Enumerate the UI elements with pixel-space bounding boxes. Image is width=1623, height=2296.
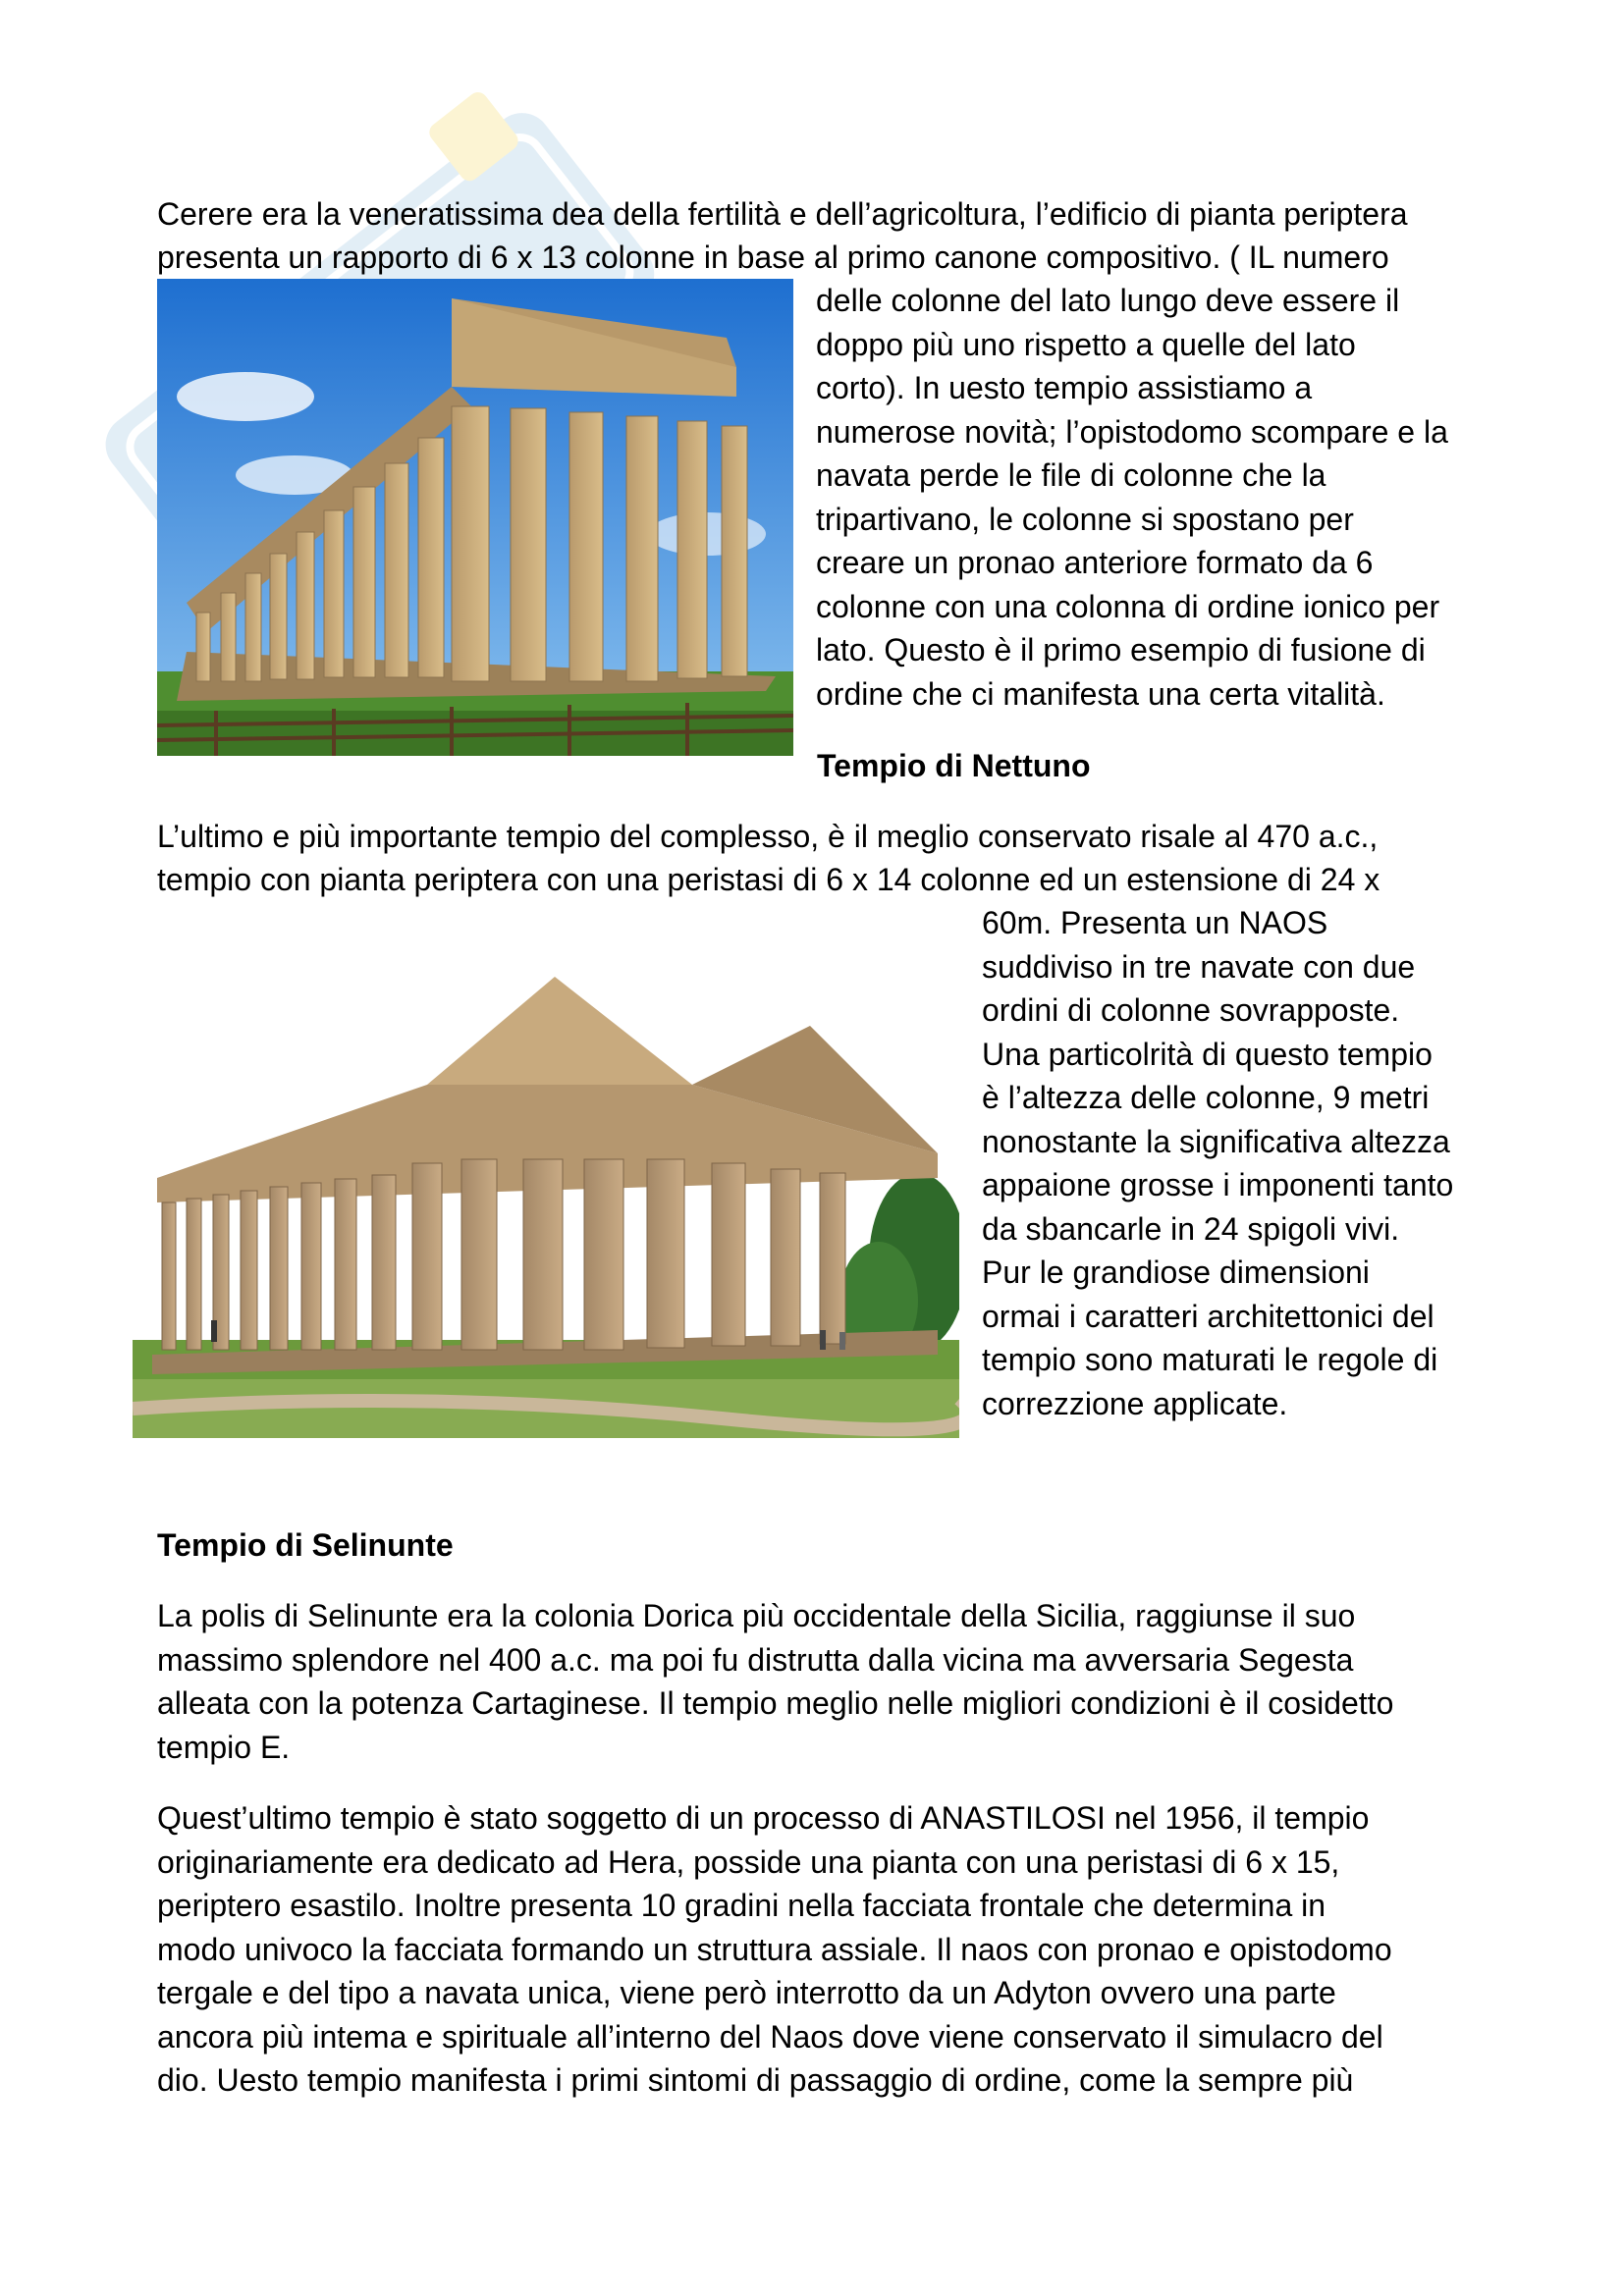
- nettuno-side-line: Pur le grandiose dimensioni: [982, 1255, 1370, 1290]
- selinunte-p1-line: tempio E.: [157, 1729, 291, 1765]
- intro-side-text: [816, 279, 1448, 716]
- nettuno-side-line: ordini di colonne sovrapposte.: [982, 992, 1400, 1028]
- selinunte-p2-line: tergale e del tipo a navata unica, viene però interrotto da un Adyton ovvero una parte: [157, 1975, 1336, 2010]
- intro-line-2: presenta un rapporto di 6 x 13 colonne in base al primo canone compositivo. ( IL numero: [157, 240, 1389, 275]
- selinunte-p2-line: periptero esastilo. Inoltre presenta 10 gradini nella facciata frontale che determina in: [157, 1888, 1326, 1923]
- intro-side-line: ordine che ci manifesta una certa vitalità.: [816, 675, 1385, 712]
- intro-side-line: creare un pronao anteriore formato da 6: [816, 545, 1374, 580]
- selinunte-p1-line: La polis di Selinunte era la colonia Dorica più occidentale della Sicilia, raggiunse il suo: [157, 1598, 1356, 1633]
- nettuno-side-line: è l’altezza delle colonne, 9 metri: [982, 1080, 1430, 1115]
- nettuno-side-line: nonostante la significativa altezza: [982, 1123, 1450, 1159]
- selinunte-p2-line: modo univoco la facciata formando un struttura assiale. Il naos con pronao e opistodomo: [157, 1931, 1392, 1967]
- intro-side-line: colonne con una colonna di ordine ionico per: [816, 588, 1440, 624]
- nettuno-side-line: appaione grosse i imponenti tanto: [982, 1167, 1454, 1202]
- tempio-di-nettuno-photo: [133, 967, 959, 1438]
- intro-side-line: corto). In uesto tempio assistiamo a: [816, 370, 1313, 405]
- selinunte-p1-line: alleata con la potenza Cartaginese. Il tempio meglio nelle migliori condizioni è il cosidetto: [157, 1685, 1394, 1721]
- intro-side-line: tripartivano, le colonne si spostano per: [816, 501, 1354, 537]
- heading-tempio-di-nettuno: Tempio di Nettuno: [817, 748, 1091, 783]
- nettuno-side-line: tempio sono maturati le regole di: [982, 1342, 1438, 1377]
- selinunte-p2-line: Quest’ultimo tempio è stato soggetto di un processo di ANASTILOSI nel 1956, il tempio: [157, 1800, 1370, 1836]
- selinunte-p2-line: ancora più intema e spirituale all’interno del Naos dove viene conservato il simulacro del: [157, 2018, 1383, 2055]
- intro-side-line: lato. Questo è il primo esempio di fusione di: [816, 632, 1426, 667]
- intro-side-line: numerose novità; l’opistodomo scompare e la: [816, 413, 1448, 450]
- intro-side-line: delle colonne del lato lungo deve essere il: [816, 283, 1400, 318]
- selinunte-p2-line: originariamente era dedicato ad Hera, posside una pianta con una peristasi di 6 x 15,: [157, 1843, 1340, 1880]
- intro-side-line: navata perde le file di colonne che la: [816, 457, 1326, 493]
- nettuno-side-line: correzzione applicate.: [982, 1385, 1288, 1421]
- nettuno-line-2: tempio con pianta periptera con una peristasi di 6 x 14 colonne ed un estensione di 24 x: [157, 862, 1380, 897]
- intro-side-line: doppo più uno rispetto a quelle del lato: [816, 326, 1356, 362]
- tempio-di-cerere-photo: [157, 279, 793, 756]
- selinunte-p1-line: massimo splendore nel 400 a.c. ma poi fu distrutta dalla vicina ma avversaria Segesta: [157, 1641, 1354, 1678]
- selinunte-paragraph-2: [157, 1796, 1392, 2103]
- nettuno-side-line: 60m. Presenta un NAOS: [982, 905, 1328, 940]
- heading-tempio-di-selinunte: Tempio di Selinunte: [157, 1527, 454, 1563]
- selinunte-p2-line: dio. Uesto tempio manifesta i primi sintomi di passaggio di ordine, come la sempre più: [157, 2062, 1354, 2098]
- intro-line-1: Cerere era la veneratissima dea della fertilità e dell’agricoltura, l’edificio di pianta periptera: [157, 196, 1408, 232]
- nettuno-side-text: [982, 901, 1453, 1425]
- nettuno-side-line: Una particolrità di questo tempio: [982, 1036, 1433, 1072]
- nettuno-side-line: da sbancarle in 24 spigoli vivi.: [982, 1210, 1400, 1247]
- nettuno-side-line: suddiviso in tre navate con due: [982, 948, 1416, 985]
- nettuno-side-line: ormai i caratteri architettonici del: [982, 1298, 1434, 1334]
- nettuno-line-1: L’ultimo e più importante tempio del complesso, è il meglio conservato risale al 470 a.c.,: [157, 819, 1379, 854]
- selinunte-paragraph-1: [157, 1594, 1393, 1769]
